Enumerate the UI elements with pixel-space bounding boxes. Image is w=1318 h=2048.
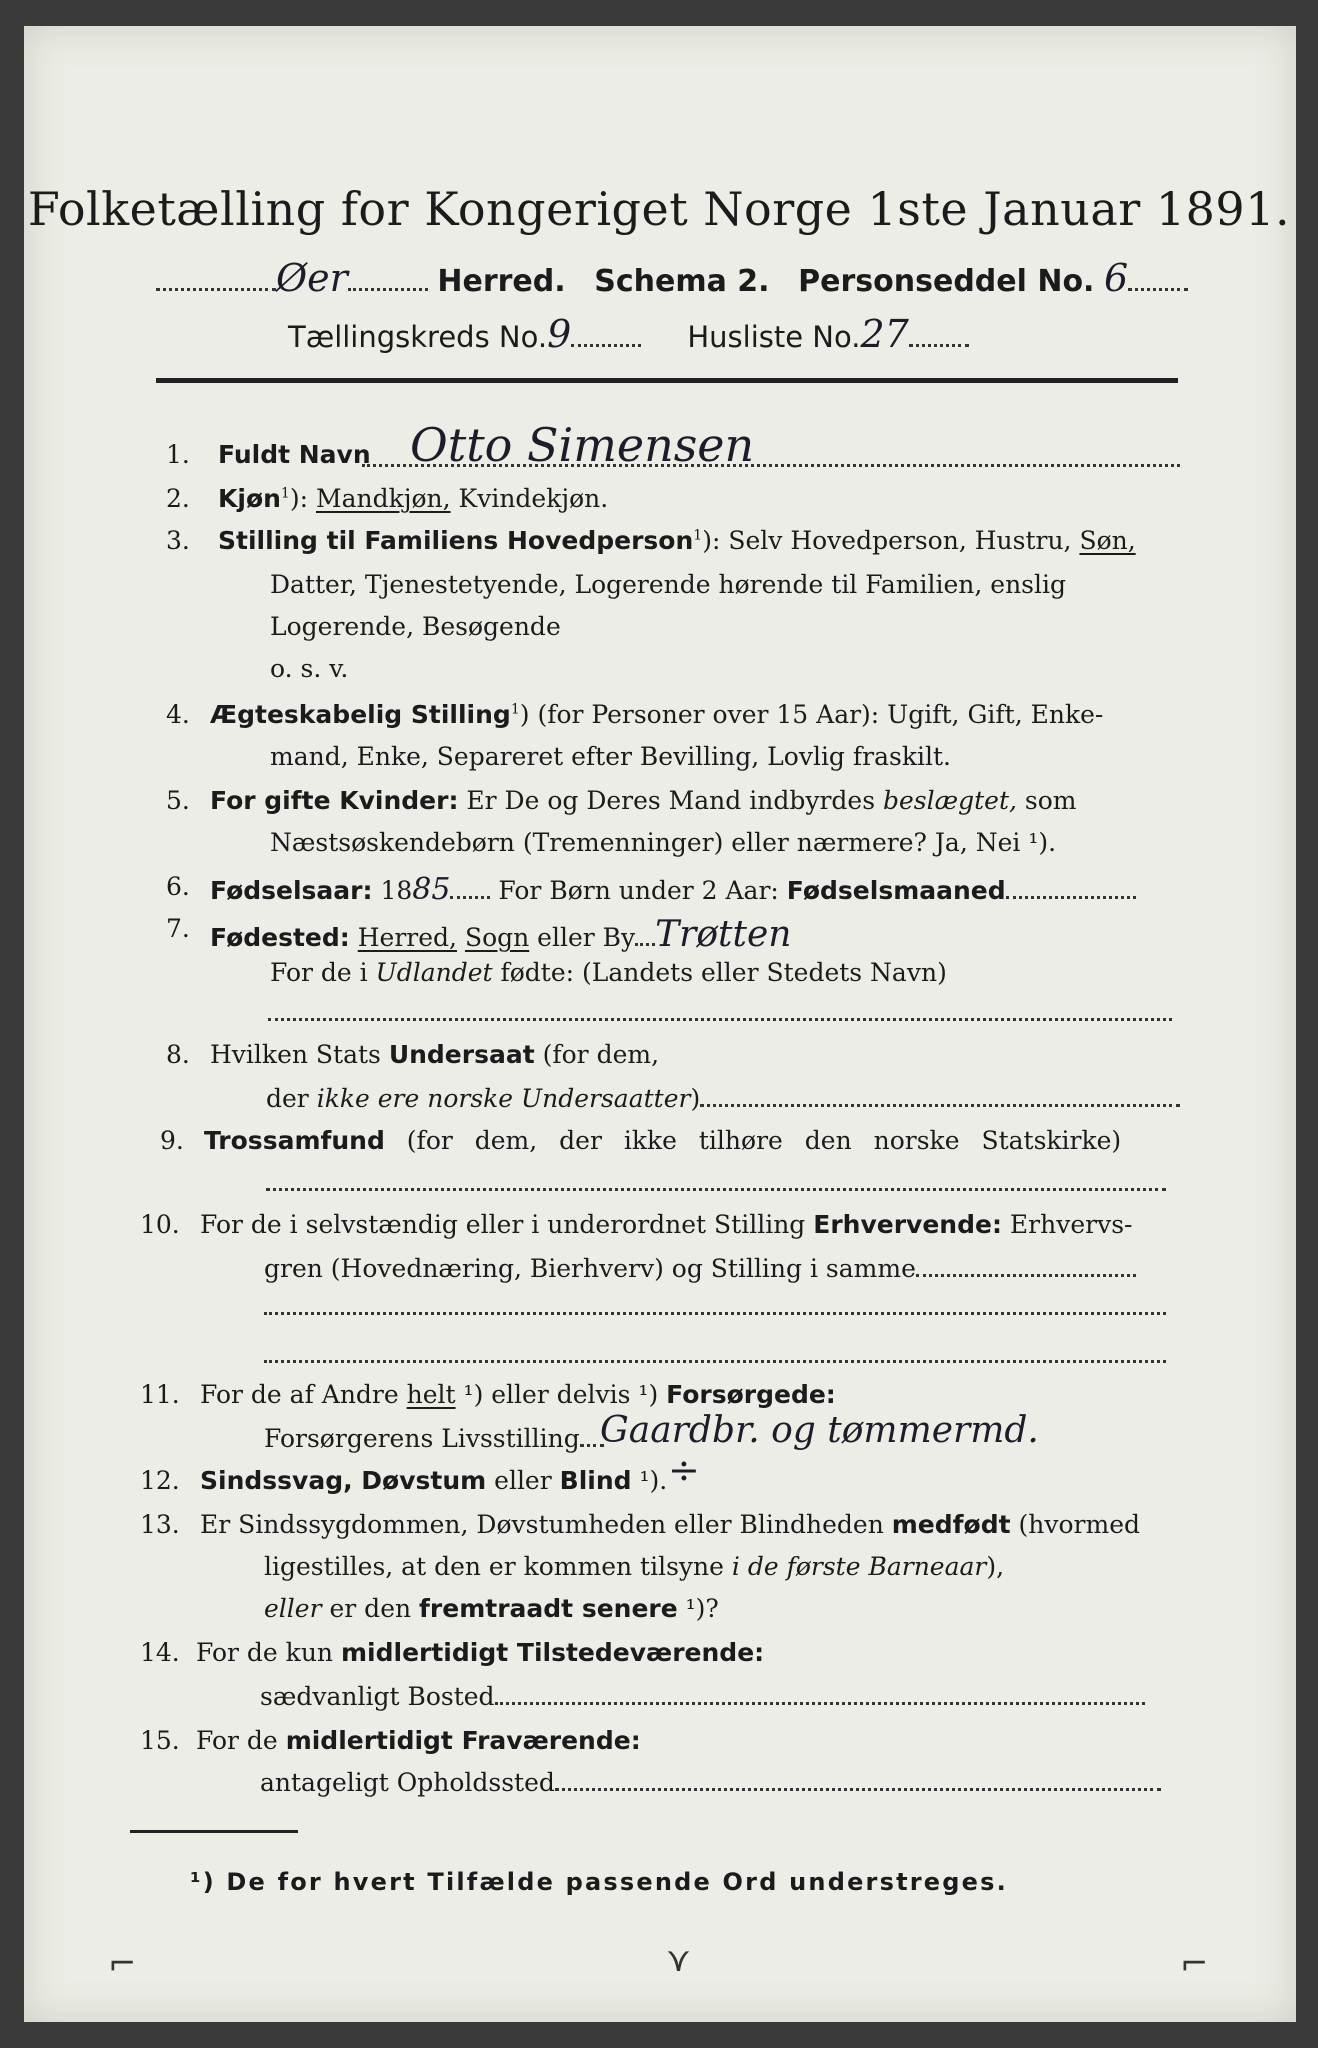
- item-6-year-value: 85: [412, 872, 451, 907]
- item-2-mandkjon: Mandkjøn,: [315, 484, 451, 513]
- item-13-text-b: (hvormed: [1010, 1510, 1140, 1539]
- herred-label: Herred.: [437, 264, 566, 299]
- item-3-label: Stilling til Familiens Hovedperson: [218, 526, 694, 555]
- item-12-number: 12.: [140, 1466, 180, 1495]
- item-5-line2: Næstsøskendebørn (Tremenninger) eller nærmere? Ja, Nei ¹).: [270, 828, 1057, 857]
- item-1-label: Fuldt Navn: [218, 440, 371, 469]
- item-7-value: Trøtten: [655, 914, 792, 955]
- item-6-label: Fødselsaar:: [210, 876, 373, 905]
- husliste-value: 27: [860, 312, 909, 356]
- personseddel-label: Personseddel No.: [798, 264, 1095, 299]
- item-14-label: midlertidigt Tilstedeværende:: [340, 1638, 765, 1667]
- item-13-row: [200, 1510, 1140, 1539]
- item-11-row: [200, 1380, 836, 1409]
- item-3-line4: o. s. v.: [270, 654, 349, 683]
- item-7-row: [210, 914, 791, 955]
- item-7-label: Fødested:: [210, 923, 350, 952]
- item-10-dotted-line-2: [264, 1360, 1166, 1363]
- item-5-number: 5.: [166, 786, 190, 815]
- item-11-text-a: For de af Andre: [200, 1380, 407, 1409]
- item-3-sup: 1: [693, 527, 703, 544]
- item-13-label3: fremtraadt senere: [419, 1594, 678, 1623]
- taellingskreds-value: 9: [547, 312, 572, 356]
- item-13-number: 13.: [140, 1510, 180, 1539]
- item-3-line2: Datter, Tjenestetyende, Logerende hørende til Familien, enslig: [270, 570, 1067, 599]
- item-4-row: [210, 700, 1103, 729]
- item-7-sogn: Sogn: [464, 923, 530, 952]
- item-7-dotted-line: [268, 1018, 1172, 1021]
- schema-label: Schema 2.: [594, 264, 770, 299]
- item-1-row: [218, 440, 371, 469]
- herred-value: Øer: [276, 256, 348, 300]
- item-8-number: 8.: [166, 1040, 190, 1069]
- item-10-text-b: Erhvervs-: [1001, 1210, 1133, 1239]
- item-11-line2: [264, 1424, 604, 1453]
- item-12-row: [200, 1466, 667, 1495]
- item-8-line2-a: der: [266, 1084, 317, 1113]
- item-14-line2: [260, 1682, 1145, 1711]
- item-13-line3-a: er den: [321, 1594, 420, 1623]
- header-rule: [156, 378, 1178, 383]
- item-8-text-a: Hvilken Stats: [210, 1040, 389, 1069]
- item-14-number: 14.: [140, 1638, 180, 1667]
- item-13-label: medfødt: [891, 1510, 1011, 1539]
- item-15-line2-text: antageligt Opholdssted: [260, 1768, 555, 1797]
- item-1-name-value: Otto Simensen: [410, 418, 755, 472]
- item-7-line2: [270, 958, 947, 987]
- item-13-line2-a: ligestilles, at den er kommen tilsyne: [264, 1552, 732, 1581]
- item-12-text-a: eller: [486, 1466, 560, 1495]
- item-11-line2-text: Forsørgerens Livsstilling: [264, 1424, 580, 1453]
- item-13-eller: eller: [264, 1594, 322, 1623]
- item-13-line2: [264, 1552, 1004, 1581]
- item-11-value: Gaardbr. og tømmermd.: [600, 1410, 1039, 1451]
- footnote-text: ¹) De for hvert Tilfælde passende Ord understreges.: [190, 1868, 1008, 1896]
- item-3-number: 3.: [166, 526, 190, 555]
- item-2-label: Kjøn: [218, 484, 281, 513]
- item-6-label2: Fødselsmaaned: [786, 876, 1006, 905]
- item-5-beslaegtet: beslægtet,: [883, 786, 1017, 815]
- item-7-number: 7.: [166, 914, 190, 943]
- corner-mark-right: ⌐: [1180, 1944, 1209, 1984]
- item-3-row: [218, 526, 1136, 555]
- item-5-text-a: Er De og Deres Mand indbyrdes: [458, 786, 883, 815]
- item-14-line2-text: sædvanligt Bosted: [260, 1682, 495, 1711]
- item-5-row: [210, 786, 1077, 815]
- corner-mark-left: ⌐: [108, 1944, 137, 1984]
- item-13-text-a: Er Sindssygdommen, Døvstumheden eller Blindheden: [200, 1510, 892, 1539]
- item-6-year-prefix: 18: [372, 876, 413, 905]
- item-8-line2-italic: ikke ere norske Undersaatter: [316, 1084, 691, 1113]
- item-12-label: Sindssvag, Døvstum: [200, 1466, 487, 1495]
- item-9-label: Trossamfund: [204, 1126, 385, 1155]
- item-8-line2: [266, 1084, 1180, 1113]
- item-9-row: [204, 1126, 1121, 1155]
- item-13-line2-italic: i de første Barneaar: [731, 1552, 987, 1581]
- item-13-line3-b: ¹)?: [677, 1594, 719, 1623]
- header-kreds-row: [288, 312, 969, 356]
- item-4-number: 4.: [166, 700, 190, 729]
- item-15-number: 15.: [140, 1726, 180, 1755]
- item-12-label2: Blind: [559, 1466, 632, 1495]
- footnote-rule: [130, 1830, 298, 1833]
- item-2-text: ):: [289, 484, 316, 513]
- item-7-line2-b: fødte: (Landets eller Stedets Navn): [492, 958, 947, 987]
- item-2-sup: 1: [280, 485, 290, 502]
- item-11-text-b: ¹) eller delvis ¹): [455, 1380, 667, 1409]
- item-10-number: 10.: [140, 1210, 180, 1239]
- item-14-row: [196, 1638, 764, 1667]
- item-1-number: 1.: [166, 440, 190, 469]
- item-4-label: Ægteskabelig Stilling: [210, 700, 511, 729]
- item-11-helt: helt: [406, 1380, 456, 1409]
- item-8-label: Undersaat: [388, 1040, 535, 1069]
- item-9-number: 9.: [160, 1126, 184, 1155]
- item-6-row: [210, 872, 1136, 907]
- item-13-line2-b: ),: [986, 1552, 1005, 1581]
- husliste-label: Husliste No.: [687, 320, 861, 354]
- item-15-line2: [260, 1768, 1161, 1797]
- item-11-label: Forsørgede:: [666, 1380, 836, 1409]
- item-3-son: Søn,: [1079, 526, 1136, 555]
- item-10-line2: [264, 1254, 1136, 1283]
- item-8-line2-b: ): [690, 1084, 701, 1113]
- item-15-row: [196, 1726, 641, 1755]
- item-10-dotted-line-1: [264, 1312, 1166, 1315]
- item-15-text-a: For de: [196, 1726, 286, 1755]
- corner-mark-center: ⋎: [666, 1940, 691, 1980]
- item-4-line2: mand, Enke, Separeret efter Bevilling, Lovlig fraskilt.: [270, 742, 951, 771]
- item-2-kvindekjon: Kvindekjøn.: [450, 484, 609, 513]
- item-2-row: [218, 484, 608, 513]
- item-15-label: midlertidigt Fraværende:: [285, 1726, 641, 1755]
- item-3-line3: Logerende, Besøgende: [270, 612, 561, 641]
- item-5-text-b: som: [1016, 786, 1077, 815]
- item-7-udlandet: Udlandet: [375, 958, 493, 987]
- item-7-herred: Herred,: [357, 923, 457, 952]
- item-8-text-b: (for dem,: [534, 1040, 660, 1069]
- item-7-line2-a: For de i: [270, 958, 376, 987]
- item-4-line1: ) (for Personer over 15 Aar): Ugift, Gift, Enke-: [519, 700, 1104, 729]
- item-6-mid: For Børn under 2 Aar:: [490, 876, 787, 905]
- item-10-text-a: For de i selvstændig eller i underordnet Stilling: [200, 1210, 814, 1239]
- header-herred-row: [156, 256, 1188, 300]
- item-9-dotted-line: [266, 1188, 1166, 1191]
- item-10-label: Erhvervende:: [813, 1210, 1002, 1239]
- personseddel-value: 6: [1104, 256, 1129, 300]
- taellingskreds-label: Tællingskreds No.: [288, 320, 548, 354]
- form-title: Folketælling for Kongeriget Norge 1ste Januar 1891.: [27, 182, 1291, 236]
- item-12-text-b: ¹).: [631, 1466, 668, 1495]
- item-9-text: (for dem, der ikke tilhøre den norske Statskirke): [384, 1126, 1122, 1155]
- item-10-line2-text: gren (Hovednæring, Bierhverv) og Stilling i samme: [264, 1254, 916, 1283]
- item-5-label: For gifte Kvinder:: [210, 786, 459, 815]
- item-6-number: 6.: [166, 872, 190, 901]
- item-13-line3: [264, 1594, 719, 1623]
- item-4-sup: 1: [510, 701, 520, 718]
- item-3-text: ): Selv Hovedperson, Hustru,: [702, 526, 1080, 555]
- item-14-text-a: For de kun: [196, 1638, 341, 1667]
- item-10-row: [200, 1210, 1132, 1239]
- item-7-text: eller By: [529, 923, 636, 952]
- item-11-number: 11.: [140, 1380, 180, 1409]
- item-8-row: [210, 1040, 659, 1069]
- item-12-value: ÷: [668, 1448, 700, 1492]
- item-2-number: 2.: [166, 484, 190, 513]
- item-1-dotted-line: [362, 464, 1180, 467]
